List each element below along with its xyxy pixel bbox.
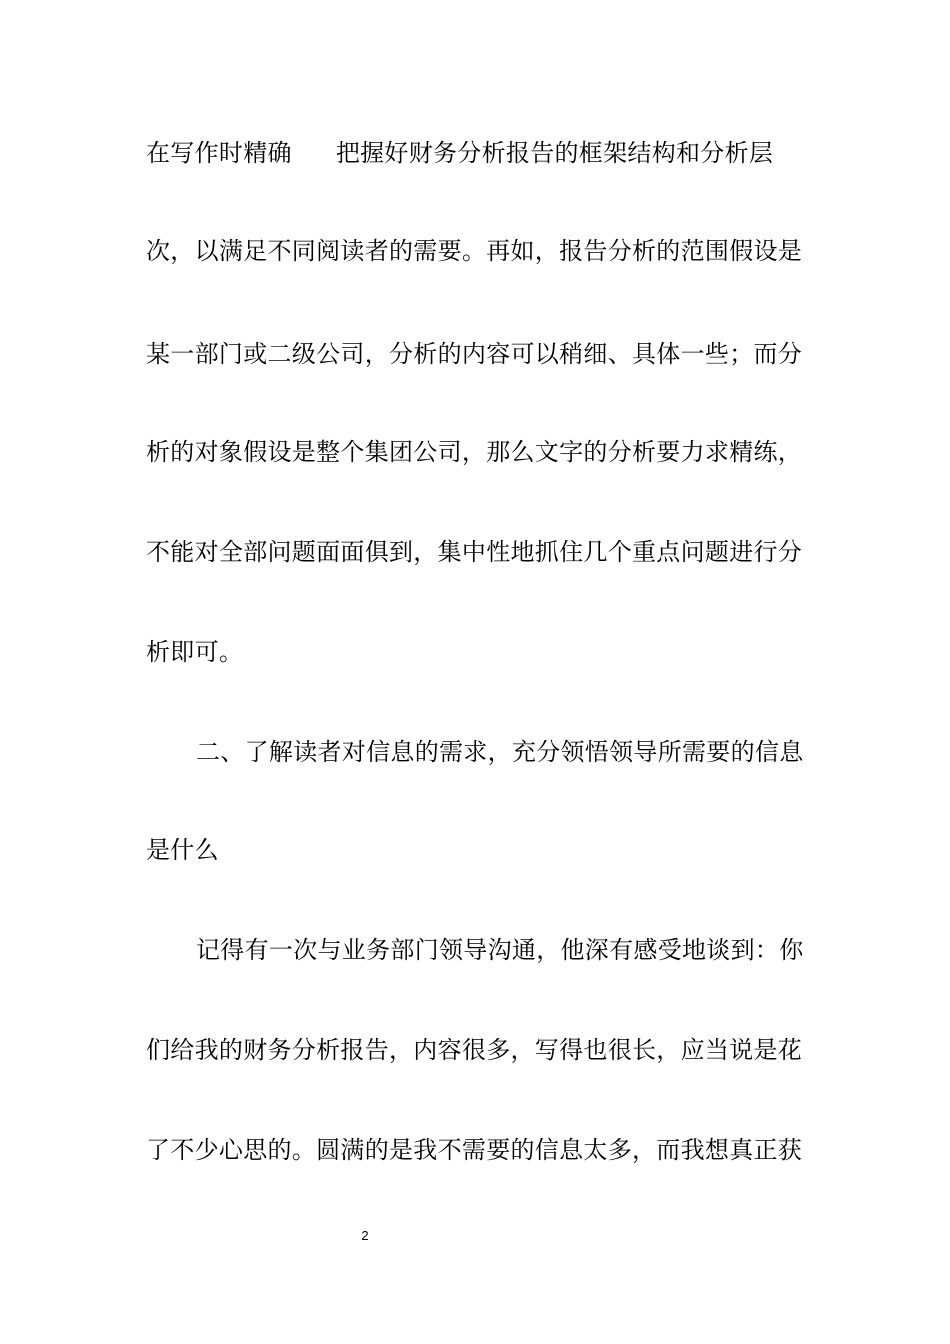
page-number: 2 — [361, 1228, 369, 1243]
section-heading-line: 二、了解读者对信息的需求，充分领悟领导所需要的信息 — [196, 738, 804, 766]
text-segment: 把握好财务分析报告的框架结构和分析层 — [335, 139, 774, 167]
text-line: 们给我的财务分析报告，内容很多，写得也很长，应当说是花 — [146, 1036, 803, 1064]
text-line: 析的对象假设是整个集团公司，那么文字的分析要力求精练， — [146, 438, 803, 466]
section-heading-line: 是什么 — [146, 836, 219, 864]
text-line: 某一部门或二级公司，分析的内容可以稍细、具体一些；而分 — [146, 340, 803, 368]
text-segment: 在写作时精确 — [146, 139, 292, 167]
text-line: 不能对全部问题面面俱到，集中性地抓住几个重点问题进行分 — [146, 538, 803, 566]
text-line: 了不少心思的。圆满的是我不需要的信息太多，而我想真正获 — [146, 1136, 803, 1164]
text-line: 析即可。 — [146, 638, 244, 666]
text-line: 记得有一次与业务部门领导沟通，他深有感受地谈到：你 — [196, 936, 804, 964]
text-line: 次，以满足不同阅读者的需要。再如，报告分析的范围假设是 — [146, 237, 803, 265]
text-line — [146, 137, 806, 169]
